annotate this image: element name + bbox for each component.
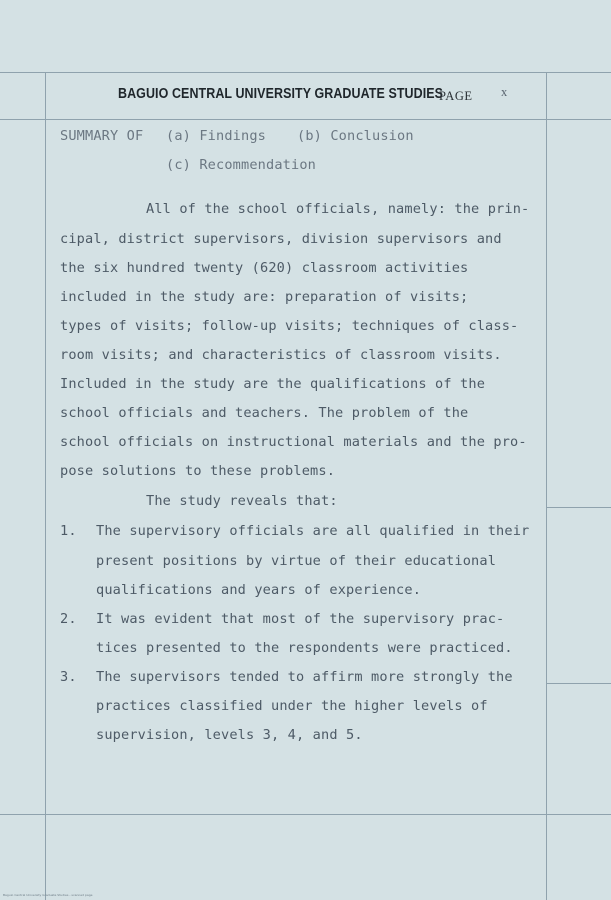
summary-label: SUMMARY OF [60,128,144,144]
right-margin-tick-1 [546,507,611,508]
finding-number: 1. [60,523,77,539]
page-label: PAGE [439,89,473,103]
finding-number: 3. [60,669,77,685]
university-header-title: BAGUIO CENTRAL UNIVERSITY GRADUATE STUDIES [118,86,444,102]
paragraph-line: school officials and teachers. The problem of the [60,405,469,421]
top-rule [0,72,611,73]
left-margin-line [45,72,46,900]
summary-item-recommendation: (c) Recommendation [166,157,317,173]
finding-line: supervision, levels 3, 4, and 5. [96,727,363,743]
finding-line: qualifications and years of experience. [96,582,422,598]
finding-line: It was evident that most of the supervisory prac- [96,611,505,627]
summary-item-findings: (a) Findings [166,128,267,144]
paragraph-line: types of visits; follow-up visits; techniques of class- [60,318,519,334]
finding-line: tices presented to the respondents were practiced. [96,640,513,656]
paragraph-line: included in the study are: preparation of visits; [60,289,469,305]
paragraph-line: room visits; and characteristics of classroom visits. [60,347,502,363]
right-margin-line [546,72,547,900]
reveals-heading: The study reveals that: [146,493,338,509]
paragraph-line: cipal, district supervisors, division supervisors and [60,231,502,247]
summary-item-conclusion: (b) Conclusion [297,128,414,144]
finding-line: The supervisory officials are all qualified in their [96,523,530,539]
bottom-rule [0,814,611,815]
right-margin-tick-2 [546,683,611,684]
page-number: x [501,85,508,99]
finding-line: The supervisors tended to affirm more strongly the [96,669,513,685]
scanner-footer-text: Baguio Central University Graduate Studies - scanned page [3,893,93,897]
paragraph-line: All of the school officials, namely: the prin- [146,201,530,217]
finding-number: 2. [60,611,77,627]
paragraph-line: the six hundred twenty (620) classroom activities [60,260,469,276]
paragraph-line: school officials on instructional materials and the pro- [60,434,527,450]
finding-line: practices classified under the higher levels of [96,698,488,714]
finding-line: present positions by virtue of their educational [96,553,497,569]
header-bottom-rule [0,119,611,120]
paragraph-line: Included in the study are the qualifications of the [60,376,486,392]
paragraph-line: pose solutions to these problems. [60,463,336,479]
